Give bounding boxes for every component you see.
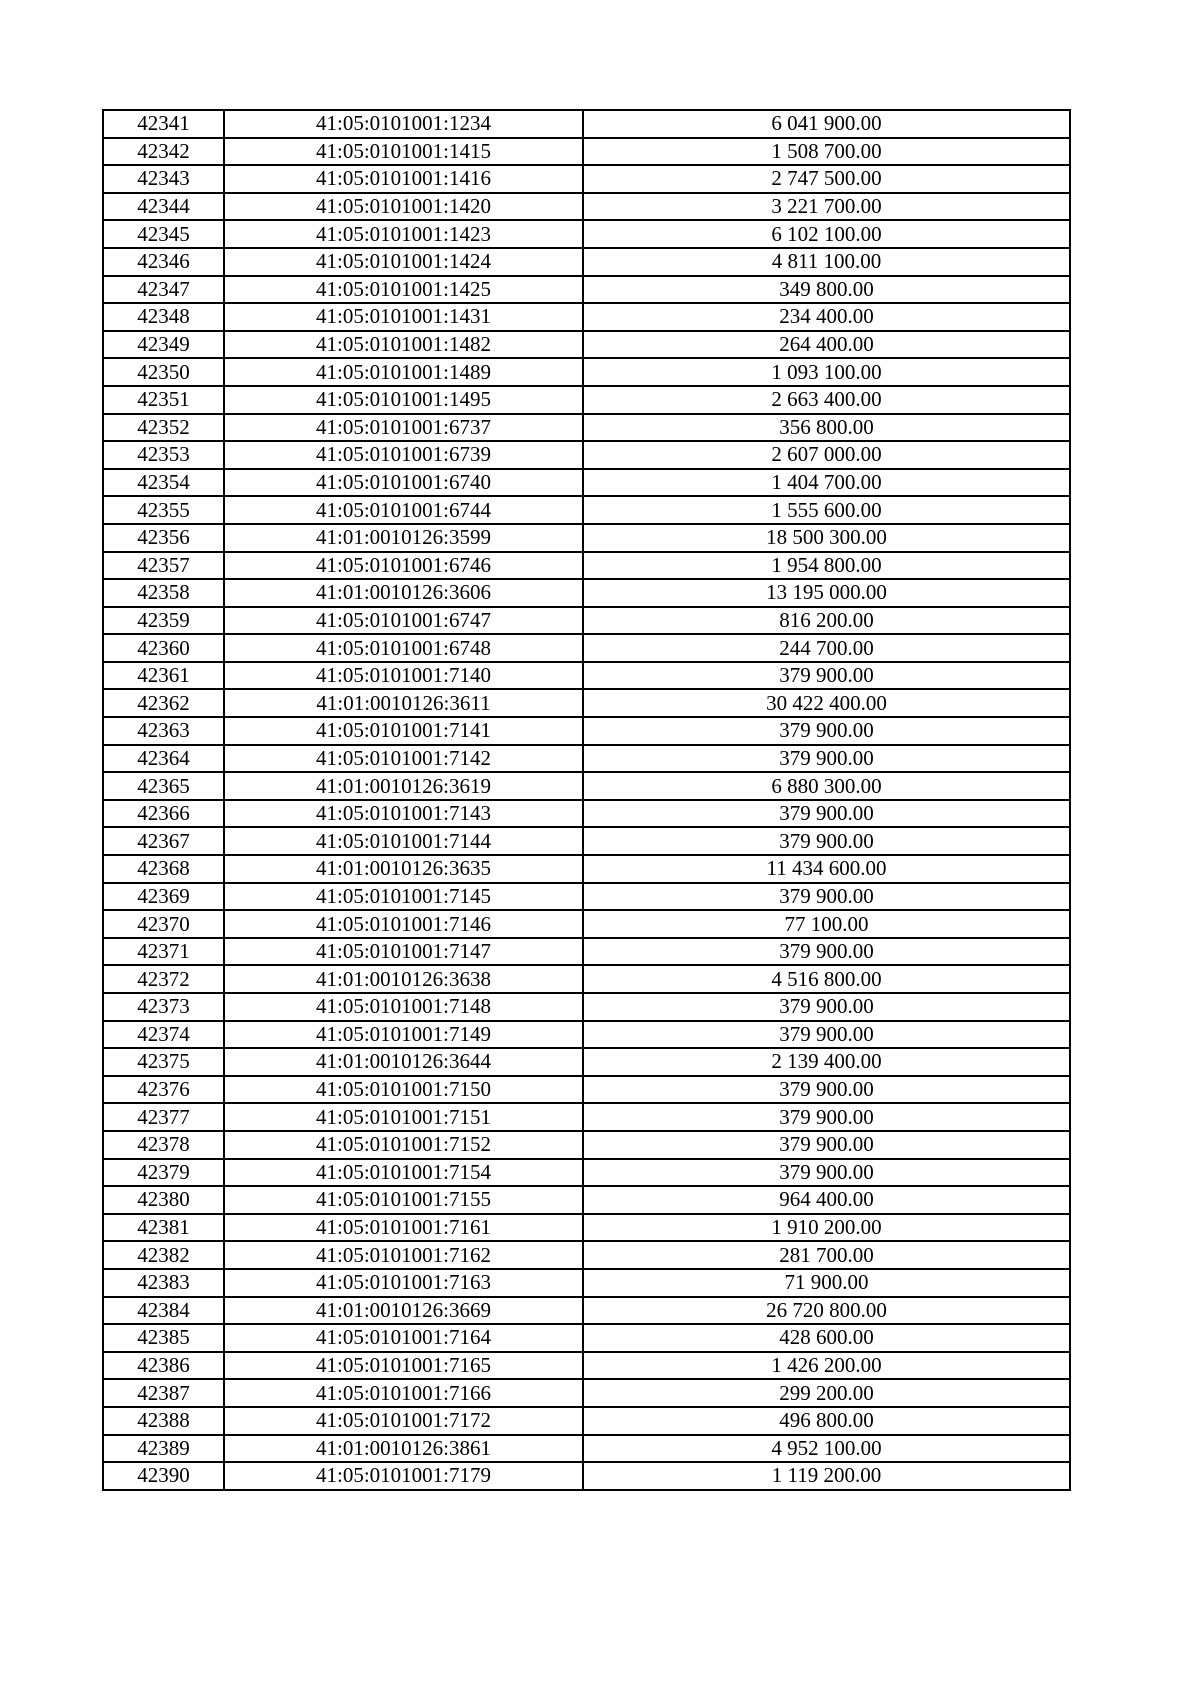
- cadastral-number-cell: 41:05:0101001:7155: [224, 1186, 583, 1214]
- table-row: [103, 1186, 1070, 1214]
- cadastral-number-cell: 41:05:0101001:7166: [224, 1379, 583, 1407]
- row-number-cell: 42363: [103, 717, 224, 745]
- row-number-cell: 42347: [103, 276, 224, 304]
- cadastral-number-cell: 41:01:0010126:3599: [224, 524, 583, 552]
- table-row: [103, 993, 1070, 1021]
- cadastral-value-cell: 2 607 000.00: [583, 441, 1070, 469]
- cadastral-value-cell: 1 508 700.00: [583, 138, 1070, 166]
- row-number-cell: 42378: [103, 1131, 224, 1159]
- cadastral-number-cell: 41:05:0101001:7165: [224, 1352, 583, 1380]
- row-number-cell: 42373: [103, 993, 224, 1021]
- table-row: [103, 276, 1070, 304]
- table-row: [103, 579, 1070, 607]
- cadastral-value-cell: 1 119 200.00: [583, 1462, 1070, 1490]
- table-row: [103, 855, 1070, 883]
- row-number-cell: 42371: [103, 938, 224, 966]
- cadastral-number-cell: 41:05:0101001:6737: [224, 414, 583, 442]
- row-number-cell: 42346: [103, 248, 224, 276]
- cadastral-number-cell: 41:05:0101001:1420: [224, 193, 583, 221]
- cadastral-value-cell: 379 900.00: [583, 1076, 1070, 1104]
- row-number-cell: 42342: [103, 138, 224, 166]
- cadastral-value-cell: 2 663 400.00: [583, 386, 1070, 414]
- table-row: [103, 220, 1070, 248]
- cadastral-value-cell: 379 900.00: [583, 1131, 1070, 1159]
- table-row: [103, 331, 1070, 359]
- cadastral-number-cell: 41:05:0101001:7149: [224, 1021, 583, 1049]
- table-row: [103, 1462, 1070, 1490]
- cadastral-value-cell: 244 700.00: [583, 634, 1070, 662]
- cadastral-number-cell: 41:05:0101001:7147: [224, 938, 583, 966]
- row-number-cell: 42375: [103, 1048, 224, 1076]
- cadastral-value-cell: 6 041 900.00: [583, 110, 1070, 138]
- cadastral-value-cell: 4 952 100.00: [583, 1435, 1070, 1463]
- cadastral-value-cell: 77 100.00: [583, 910, 1070, 938]
- row-number-cell: 42357: [103, 552, 224, 580]
- cadastral-value-cell: 1 910 200.00: [583, 1214, 1070, 1242]
- row-number-cell: 42353: [103, 441, 224, 469]
- table-row: [103, 165, 1070, 193]
- cadastral-value-table: [102, 109, 1071, 1491]
- cadastral-number-cell: 41:05:0101001:7150: [224, 1076, 583, 1104]
- row-number-cell: 42356: [103, 524, 224, 552]
- cadastral-value-cell: 496 800.00: [583, 1407, 1070, 1435]
- row-number-cell: 42374: [103, 1021, 224, 1049]
- cadastral-value-cell: 379 900.00: [583, 1021, 1070, 1049]
- table-row: [103, 938, 1070, 966]
- table-row: [103, 607, 1070, 635]
- row-number-cell: 42381: [103, 1214, 224, 1242]
- row-number-cell: 42364: [103, 745, 224, 773]
- row-number-cell: 42344: [103, 193, 224, 221]
- cadastral-number-cell: 41:05:0101001:7146: [224, 910, 583, 938]
- table-row: [103, 689, 1070, 717]
- cadastral-value-cell: 1 093 100.00: [583, 358, 1070, 386]
- cadastral-value-cell: 18 500 300.00: [583, 524, 1070, 552]
- cadastral-value-cell: 281 700.00: [583, 1241, 1070, 1269]
- row-number-cell: 42341: [103, 110, 224, 138]
- cadastral-value-cell: 379 900.00: [583, 1159, 1070, 1187]
- table-row: [103, 441, 1070, 469]
- cadastral-value-cell: 1 555 600.00: [583, 496, 1070, 524]
- table-row: [103, 800, 1070, 828]
- table-row: [103, 138, 1070, 166]
- table-row: [103, 910, 1070, 938]
- cadastral-value-cell: 234 400.00: [583, 303, 1070, 331]
- table-row: [103, 1103, 1070, 1131]
- cadastral-value-cell: 264 400.00: [583, 331, 1070, 359]
- cadastral-value-cell: 379 900.00: [583, 883, 1070, 911]
- cadastral-number-cell: 41:05:0101001:7145: [224, 883, 583, 911]
- row-number-cell: 42372: [103, 965, 224, 993]
- cadastral-value-cell: 349 800.00: [583, 276, 1070, 304]
- cadastral-number-cell: 41:05:0101001:6747: [224, 607, 583, 635]
- cadastral-value-cell: 1 404 700.00: [583, 469, 1070, 497]
- cadastral-value-cell: 6 102 100.00: [583, 220, 1070, 248]
- cadastral-number-cell: 41:05:0101001:7144: [224, 827, 583, 855]
- row-number-cell: 42382: [103, 1241, 224, 1269]
- row-number-cell: 42352: [103, 414, 224, 442]
- cadastral-number-cell: 41:05:0101001:7179: [224, 1462, 583, 1490]
- row-number-cell: 42354: [103, 469, 224, 497]
- cadastral-number-cell: 41:05:0101001:7142: [224, 745, 583, 773]
- table-row: [103, 745, 1070, 773]
- cadastral-number-cell: 41:05:0101001:1415: [224, 138, 583, 166]
- row-number-cell: 42386: [103, 1352, 224, 1380]
- row-number-cell: 42388: [103, 1407, 224, 1435]
- table-row: [103, 496, 1070, 524]
- cadastral-number-cell: 41:05:0101001:1489: [224, 358, 583, 386]
- row-number-cell: 42348: [103, 303, 224, 331]
- table-row: [103, 1131, 1070, 1159]
- cadastral-value-cell: 379 900.00: [583, 717, 1070, 745]
- cadastral-number-cell: 41:01:0010126:3635: [224, 855, 583, 883]
- cadastral-value-cell: 379 900.00: [583, 938, 1070, 966]
- cadastral-number-cell: 41:05:0101001:7163: [224, 1269, 583, 1297]
- row-number-cell: 42369: [103, 883, 224, 911]
- table-row: [103, 1214, 1070, 1242]
- row-number-cell: 42360: [103, 634, 224, 662]
- cadastral-number-cell: 41:01:0010126:3619: [224, 772, 583, 800]
- cadastral-value-cell: 816 200.00: [583, 607, 1070, 635]
- cadastral-number-cell: 41:01:0010126:3638: [224, 965, 583, 993]
- table-row: [103, 303, 1070, 331]
- table-row: [103, 1352, 1070, 1380]
- cadastral-number-cell: 41:05:0101001:7151: [224, 1103, 583, 1131]
- row-number-cell: 42351: [103, 386, 224, 414]
- cadastral-number-cell: 41:01:0010126:3611: [224, 689, 583, 717]
- table-row: [103, 1076, 1070, 1104]
- cadastral-value-cell: 379 900.00: [583, 827, 1070, 855]
- table-row: [103, 248, 1070, 276]
- table-row: [103, 414, 1070, 442]
- cadastral-value-cell: 379 900.00: [583, 745, 1070, 773]
- row-number-cell: 42377: [103, 1103, 224, 1131]
- cadastral-value-cell: 4 516 800.00: [583, 965, 1070, 993]
- cadastral-number-cell: 41:05:0101001:1425: [224, 276, 583, 304]
- table-row: [103, 386, 1070, 414]
- cadastral-number-cell: 41:05:0101001:7161: [224, 1214, 583, 1242]
- table-row: [103, 965, 1070, 993]
- row-number-cell: 42387: [103, 1379, 224, 1407]
- table-row: [103, 1435, 1070, 1463]
- cadastral-value-cell: 71 900.00: [583, 1269, 1070, 1297]
- row-number-cell: 42343: [103, 165, 224, 193]
- row-number-cell: 42390: [103, 1462, 224, 1490]
- cadastral-number-cell: 41:05:0101001:7141: [224, 717, 583, 745]
- table-row: [103, 1297, 1070, 1325]
- row-number-cell: 42383: [103, 1269, 224, 1297]
- table-row: [103, 469, 1070, 497]
- row-number-cell: 42385: [103, 1324, 224, 1352]
- cadastral-value-cell: 26 720 800.00: [583, 1297, 1070, 1325]
- cadastral-number-cell: 41:05:0101001:1416: [224, 165, 583, 193]
- row-number-cell: 42380: [103, 1186, 224, 1214]
- row-number-cell: 42367: [103, 827, 224, 855]
- cadastral-number-cell: 41:05:0101001:7152: [224, 1131, 583, 1159]
- table-row: [103, 552, 1070, 580]
- cadastral-number-cell: 41:05:0101001:7148: [224, 993, 583, 1021]
- cadastral-number-cell: 41:05:0101001:7154: [224, 1159, 583, 1187]
- table-row: [103, 1159, 1070, 1187]
- row-number-cell: 42368: [103, 855, 224, 883]
- row-number-cell: 42359: [103, 607, 224, 635]
- row-number-cell: 42361: [103, 662, 224, 690]
- table-row: [103, 1241, 1070, 1269]
- cadastral-number-cell: 41:05:0101001:7143: [224, 800, 583, 828]
- cadastral-value-cell: 1 426 200.00: [583, 1352, 1070, 1380]
- row-number-cell: 42349: [103, 331, 224, 359]
- cadastral-number-cell: 41:01:0010126:3644: [224, 1048, 583, 1076]
- cadastral-number-cell: 41:05:0101001:1424: [224, 248, 583, 276]
- cadastral-number-cell: 41:05:0101001:6746: [224, 552, 583, 580]
- cadastral-value-cell: 2 747 500.00: [583, 165, 1070, 193]
- cadastral-value-cell: 379 900.00: [583, 993, 1070, 1021]
- table-row: [103, 717, 1070, 745]
- row-number-cell: 42355: [103, 496, 224, 524]
- cadastral-value-cell: 4 811 100.00: [583, 248, 1070, 276]
- cadastral-value-cell: 428 600.00: [583, 1324, 1070, 1352]
- cadastral-value-cell: 6 880 300.00: [583, 772, 1070, 800]
- cadastral-value-cell: 2 139 400.00: [583, 1048, 1070, 1076]
- table-row: [103, 1048, 1070, 1076]
- table-row: [103, 1324, 1070, 1352]
- table-row: [103, 1021, 1070, 1049]
- row-number-cell: 42366: [103, 800, 224, 828]
- table-row: [103, 634, 1070, 662]
- cadastral-value-cell: 379 900.00: [583, 662, 1070, 690]
- row-number-cell: 42365: [103, 772, 224, 800]
- cadastral-number-cell: 41:05:0101001:1431: [224, 303, 583, 331]
- cadastral-number-cell: 41:01:0010126:3669: [224, 1297, 583, 1325]
- table-row: [103, 110, 1070, 138]
- cadastral-number-cell: 41:05:0101001:6740: [224, 469, 583, 497]
- cadastral-number-cell: 41:01:0010126:3861: [224, 1435, 583, 1463]
- cadastral-value-cell: 13 195 000.00: [583, 579, 1070, 607]
- row-number-cell: 42358: [103, 579, 224, 607]
- cadastral-value-cell: 964 400.00: [583, 1186, 1070, 1214]
- cadastral-value-cell: 30 422 400.00: [583, 689, 1070, 717]
- row-number-cell: 42389: [103, 1435, 224, 1463]
- cadastral-number-cell: 41:01:0010126:3606: [224, 579, 583, 607]
- cadastral-number-cell: 41:05:0101001:1482: [224, 331, 583, 359]
- cadastral-number-cell: 41:05:0101001:7162: [224, 1241, 583, 1269]
- table-row: [103, 883, 1070, 911]
- cadastral-number-cell: 41:05:0101001:6748: [224, 634, 583, 662]
- cadastral-value-cell: 1 954 800.00: [583, 552, 1070, 580]
- table-row: [103, 772, 1070, 800]
- table-row: [103, 358, 1070, 386]
- table-row: [103, 524, 1070, 552]
- row-number-cell: 42345: [103, 220, 224, 248]
- cadastral-number-cell: 41:05:0101001:1495: [224, 386, 583, 414]
- table-row: [103, 193, 1070, 221]
- cadastral-number-cell: 41:05:0101001:1234: [224, 110, 583, 138]
- row-number-cell: 42370: [103, 910, 224, 938]
- cadastral-value-cell: 299 200.00: [583, 1379, 1070, 1407]
- cadastral-value-cell: 356 800.00: [583, 414, 1070, 442]
- table-row: [103, 1407, 1070, 1435]
- cadastral-value-cell: 379 900.00: [583, 800, 1070, 828]
- cadastral-number-cell: 41:05:0101001:7172: [224, 1407, 583, 1435]
- table-body: [103, 110, 1070, 1490]
- cadastral-value-cell: 379 900.00: [583, 1103, 1070, 1131]
- row-number-cell: 42384: [103, 1297, 224, 1325]
- table-row: [103, 662, 1070, 690]
- cadastral-number-cell: 41:05:0101001:7164: [224, 1324, 583, 1352]
- cadastral-value-cell: 3 221 700.00: [583, 193, 1070, 221]
- table-row: [103, 1269, 1070, 1297]
- cadastral-number-cell: 41:05:0101001:6739: [224, 441, 583, 469]
- row-number-cell: 42362: [103, 689, 224, 717]
- table-row: [103, 1379, 1070, 1407]
- cadastral-number-cell: 41:05:0101001:7140: [224, 662, 583, 690]
- row-number-cell: 42379: [103, 1159, 224, 1187]
- table-row: [103, 827, 1070, 855]
- cadastral-number-cell: 41:05:0101001:1423: [224, 220, 583, 248]
- row-number-cell: 42376: [103, 1076, 224, 1104]
- row-number-cell: 42350: [103, 358, 224, 386]
- cadastral-number-cell: 41:05:0101001:6744: [224, 496, 583, 524]
- cadastral-value-cell: 11 434 600.00: [583, 855, 1070, 883]
